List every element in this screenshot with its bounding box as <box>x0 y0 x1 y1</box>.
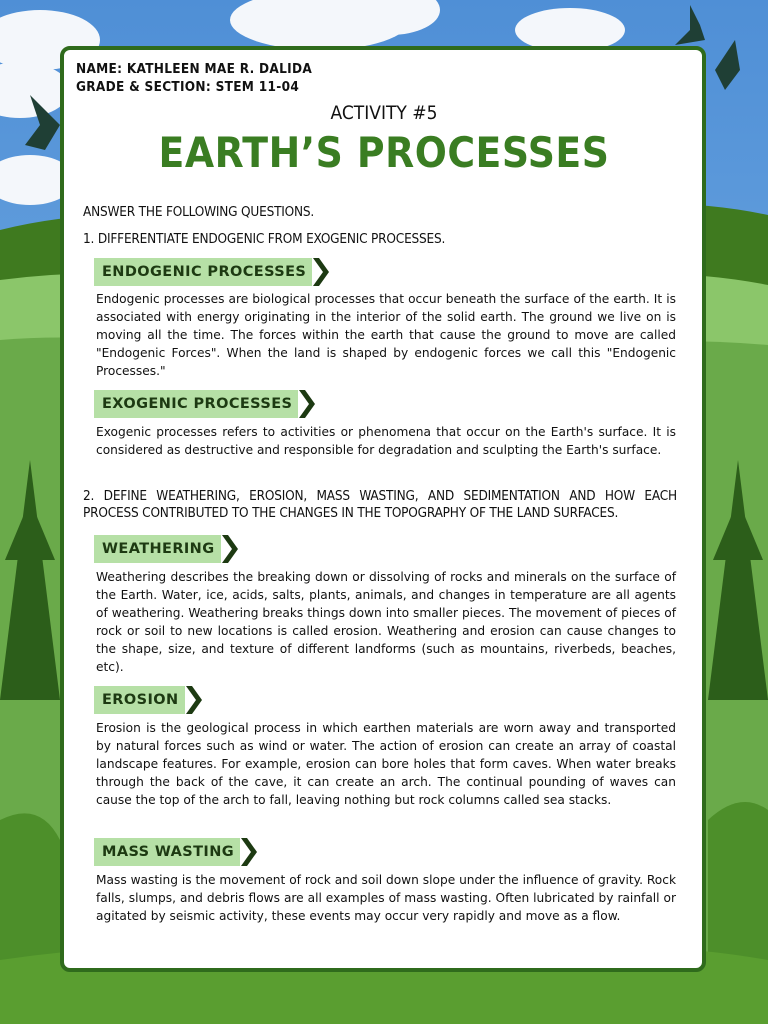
chevron-right-icon <box>313 258 329 286</box>
paragraph-weathering: Weathering describes the breaking down or dissolving of rocks and minerals on the surface of the Earth. Water, ice, acids, salts, plants, animals, and changes in temperature are all agents of weathering. Weathering breaks things down into smaller pieces. The movement of pieces of rock or soil to new locations is called erosion. Weathering and erosion can cause changes to the shape, size, and texture of different landforms (such as mountains, riverbeds, beaches, etc). <box>96 570 676 674</box>
tag-exogenic <box>94 390 315 418</box>
chevron-right-icon <box>299 390 315 418</box>
paragraph-exogenic: Exogenic processes refers to activities or phenomena that occur on the Earth's surface. It is considered as destructive and responsible for degradation and sculpting the Earth's surface. <box>96 425 676 457</box>
tag-weathering <box>94 535 238 563</box>
paragraph-erosion: Erosion is the geological process in which earthen materials are worn away and transported by natural forces such as wind or water. The action of erosion can create an array of coastal landscape features. For example, erosion can bore holes that form caves. When water breaks through the back of the cave, it can create an arch. The continual pounding of waves can cause the top of the arch to fall, leaving nothing but rock columns called sea stacks. <box>96 721 676 807</box>
question-1: 1. DIFFERENTIATE ENDOGENIC FROM EXOGENIC PROCESSES. <box>83 231 446 247</box>
student-info <box>76 60 312 96</box>
question-2: 2. DEFINE WEATHERING, EROSION, MASS WASTING, AND SEDIMENTATION AND HOW EACH PROCESS CONTRIBUTED TO THE CHANGES IN THE TOPOGRAPHY OF THE LAND SURFACES. <box>83 488 677 521</box>
activity-number: ACTIVITY #5 <box>330 102 438 124</box>
student-name: NAME: KATHLEEN MAE R. DALIDA <box>76 61 313 77</box>
page-title: EARTH’S PROCESSES <box>158 128 610 177</box>
tag-endogenic <box>94 258 329 286</box>
paragraph-mass-wasting: Mass wasting is the movement of rock and soil down slope under the influence of gravity. Rock falls, slumps, and debris flows are all examples of mass wasting. Often lubricated by rainfall or agitated by seismic activity, these events may occur very rapidly and move as a flow. <box>96 873 676 923</box>
tag-label: EROSION <box>94 686 185 714</box>
paragraph-endogenic: Endogenic processes are biological processes that occur beneath the surface of the earth. It is associated with energy originating in the interior of the solid earth. The ground we live on is moving all the time. The forces within the earth that cause the ground to move are called "Endogenic Forces". When the land is shaped by endogenic forces we call this "Endogenic Processes." <box>96 292 676 378</box>
tag-label: WEATHERING <box>94 535 221 563</box>
tag-mass-wasting <box>94 838 257 866</box>
tag-label: ENDOGENIC PROCESSES <box>94 258 312 286</box>
chevron-right-icon <box>222 535 238 563</box>
tag-erosion <box>94 686 202 714</box>
grade-section: GRADE & SECTION: STEM 11-04 <box>76 79 300 95</box>
chevron-right-icon <box>241 838 257 866</box>
chevron-right-icon <box>186 686 202 714</box>
instructions: ANSWER THE FOLLOWING QUESTIONS. <box>83 204 315 220</box>
tag-label: MASS WASTING <box>94 838 240 866</box>
tag-label: EXOGENIC PROCESSES <box>94 390 298 418</box>
